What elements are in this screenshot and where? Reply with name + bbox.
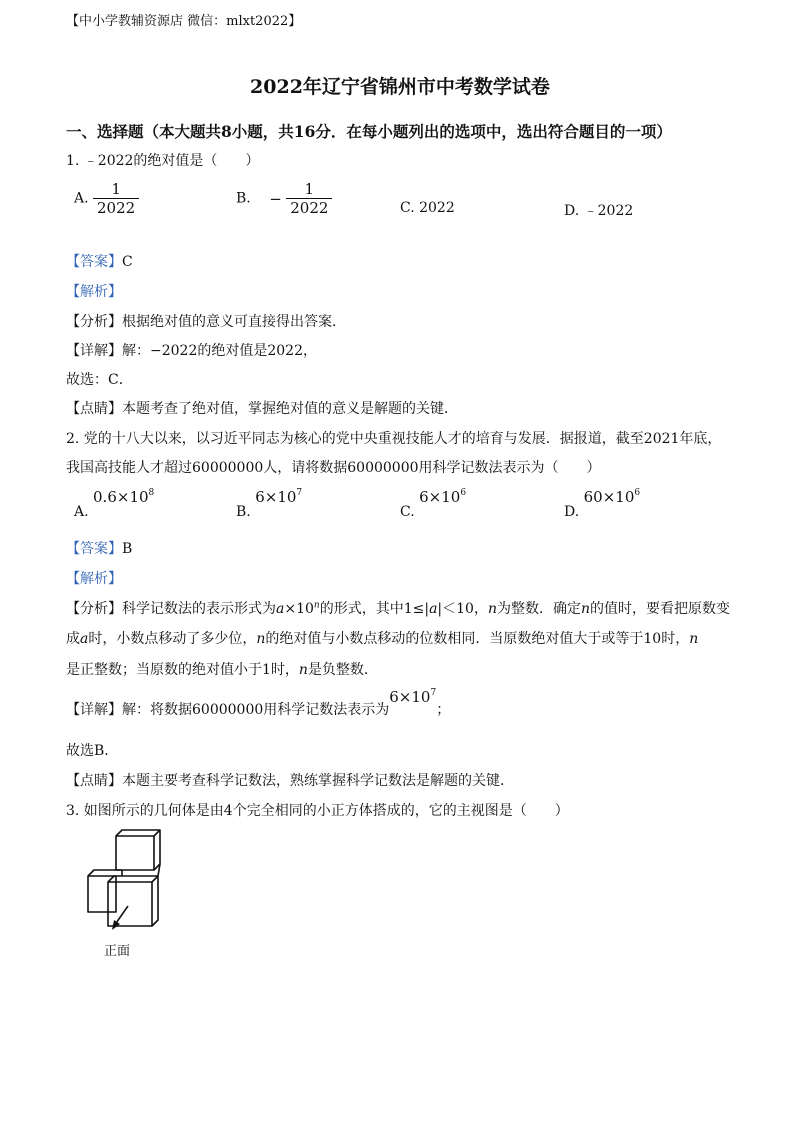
q1-b-numerator: 1 [286,180,332,199]
q2-a-base: 0.6×10 [93,488,149,506]
left-cube-top [88,870,122,876]
sci-base: 6×10 [389,688,431,706]
q1-option-a [74,180,139,217]
page-header: 【中小学教辅资源店 微信：mlxt2022】 [66,14,302,29]
q1-option-a-fraction [93,180,139,217]
var-a: a [80,631,89,647]
q2-c-base: 6×10 [419,488,461,506]
var-n: n [689,631,699,647]
top-cube-front [116,836,154,870]
q1-answer [66,251,133,271]
q1-xiangjie: 【详解】解：−2022的绝对值是2022， [66,343,317,359]
q1-option-a-label: A. [74,190,89,207]
q2-stem-line1: 2. 党的十八大以来，以习近平同志为核心的党中央重视技能人才的培育与发展．据报道，截至2021年底， [66,431,722,447]
q2-xiangjie [66,688,450,719]
q2-analysis-tag: 【解析】 [66,571,122,587]
var-n: n [313,600,320,611]
q1-b-denominator: 2022 [290,199,329,217]
text: 的形式，其中1≤| [319,601,430,617]
var-a: a [276,601,285,617]
text: 是正整数；当原数的绝对值小于1时， [66,662,299,678]
q2-fenxi-line1 [66,598,730,618]
text: 【详解】解：将数据60000000用科学记数法表示为 [66,702,390,718]
q3-stem: 3. 如图所示的几何体是由4个完全相同的小正方体搭成的，它的主视图是（ ） [66,803,569,819]
q1-option-b [236,180,332,217]
q2-guxuan: 故选B． [66,743,119,759]
cube-figure [80,826,180,938]
q2-option-d [564,488,640,520]
q1-answer-tag: 【答案】 [66,254,122,270]
text: 是负整数． [307,662,378,678]
q1-option-c: C. 2022 [400,200,455,216]
q1-option-b-fraction [286,180,332,217]
q2-c-exp: 6 [460,488,467,498]
q1-b-sign: − [269,189,282,208]
q2-a-exp: 8 [148,488,155,498]
q2-option-a [74,488,154,520]
text: 为整数．确定 [496,601,581,617]
q2-b-exp: 7 [296,488,303,498]
q2-answer-tag: 【答案】 [66,541,122,557]
var-a: a [429,601,438,617]
var-n: n [580,601,591,617]
q2-option-b [236,488,302,520]
front-cube-front [108,882,152,926]
sci-exp: 7 [430,688,437,698]
q2-option-d-label: D. [564,504,580,520]
q2-option-a-label: A. [74,504,89,520]
q2-option-c-label: C. [400,504,415,520]
q2-d-base: 60×10 [583,488,635,506]
q1-stem: 1. ﹣2022的绝对值是（ ） [66,153,260,169]
q1-fenxi: 【分析】根据绝对值的意义可直接得出答案． [66,314,346,330]
q2-option-b-label: B. [236,504,251,520]
text: ×10 [284,601,314,617]
text: 成 [66,631,80,647]
var-n: n [487,601,497,617]
q2-b-base: 6×10 [255,488,297,506]
text: |＜10， [437,601,488,617]
q1-guxuan: 故选：C． [66,372,133,388]
q2-fenxi-line2 [66,628,698,648]
text: 【分析】科学记数法的表示形式为 [66,601,276,617]
text: 时，小数点移动了多少位， [88,631,257,647]
q1-analysis-tag: 【解析】 [66,284,122,300]
q2-d-exp: 6 [634,488,641,498]
front-label: 正面 [104,944,131,959]
page-title: 2022年辽宁省锦州市中考数学试卷 [250,76,550,98]
text: 的值时，要看把原数变 [590,601,731,617]
q1-answer-value: C [122,254,133,270]
q1-a-denominator: 2022 [97,199,136,217]
q1-option-b-label: B. [236,190,251,207]
section-heading: 一、选择题（本大题共8小题，共16分．在每小题列出的选项中，选出符合题目的一项） [66,122,672,141]
q2-option-c [400,488,466,520]
text: ； [436,702,451,718]
q1-a-numerator: 1 [93,180,139,199]
var-n: n [256,631,266,647]
text: 的绝对值与小数点移动的位数相同．当原数绝对值大于或等于10时， [265,631,690,647]
q1-option-d: D. ﹣2022 [564,203,634,219]
var-n: n [298,662,308,678]
q2-stem-line2: 我国高技能人才超过60000000人，请将数据60000000用科学记数法表示为（ ） [66,460,601,476]
q2-answer [66,538,132,558]
q2-fenxi-line3 [66,659,378,679]
q2-answer-value: B [122,541,133,557]
q1-dianjing: 【点睛】本题考查了绝对值，掌握绝对值的意义是解题的关键． [66,401,458,417]
q2-dianjing: 【点睛】本题主要考查科学记数法，熟练掌握科学记数法是解题的关键． [66,773,514,789]
